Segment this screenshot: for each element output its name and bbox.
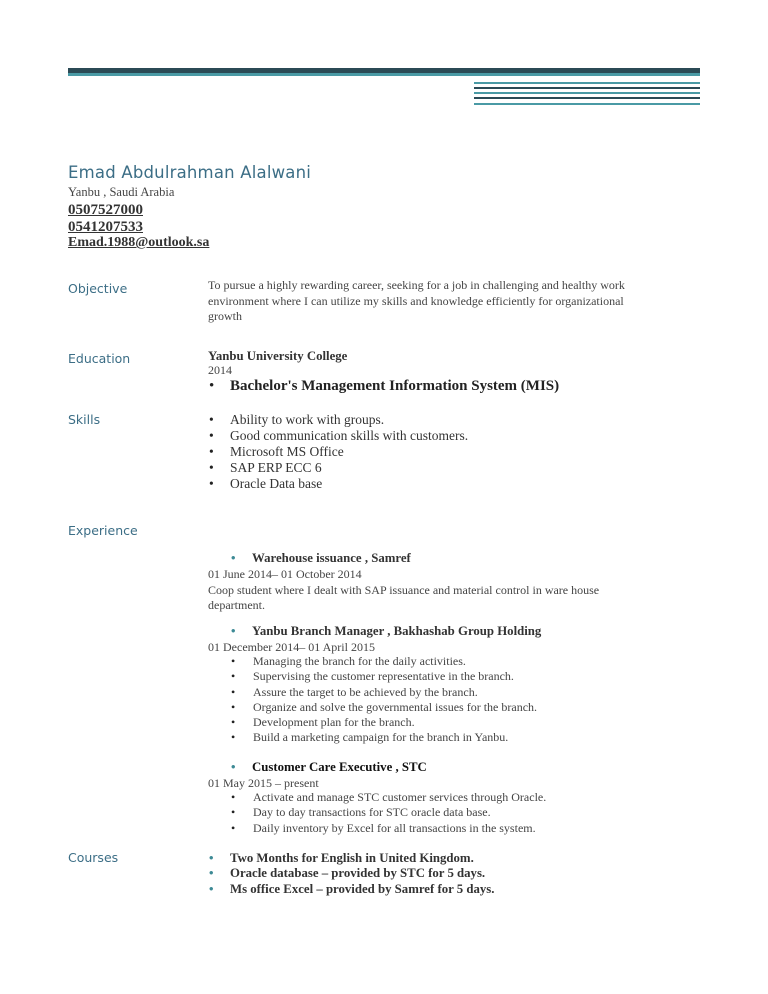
section-experience-heading: Experience xyxy=(68,523,138,538)
list-item: • Organize and solve the governmental issues for the branch. xyxy=(230,700,537,715)
section-courses-heading: Courses xyxy=(68,850,119,865)
list-item: • Oracle Data base xyxy=(208,476,468,492)
skills-list xyxy=(208,412,468,492)
job-duties-list xyxy=(230,790,546,836)
list-item: • Activate and manage STC customer services through Oracle. xyxy=(230,790,546,805)
degree-text: Bachelor's Management Information System (MIS) xyxy=(230,378,560,394)
job-dates: 01 June 2014– 01 October 2014 xyxy=(208,567,362,581)
job-dates: 01 December 2014– 01 April 2015 xyxy=(208,640,375,654)
list-item: • Two Months for English in United Kingdom. xyxy=(208,851,494,866)
list-item: • Ability to work with groups. xyxy=(208,412,468,428)
education-degree xyxy=(208,377,559,395)
education-school: Yanbu University College xyxy=(208,349,348,363)
education-year: 2014 xyxy=(208,363,232,377)
phone-primary[interactable]: 0507527000 xyxy=(68,202,143,218)
section-education-heading: Education xyxy=(68,351,131,366)
list-item: • Assure the target to be achieved by the branch. xyxy=(230,685,537,700)
list-item: • Daily inventory by Excel for all transactions in the system. xyxy=(230,821,546,836)
job-title-text: Customer Care Executive , STC xyxy=(252,760,427,774)
job-description: Coop student where I dealt with SAP issuance and material control in ware house xyxy=(208,582,600,597)
job-title: • Yanbu Branch Manager , Bakhashab Group Holding xyxy=(230,624,541,639)
header-bar-teal xyxy=(68,73,700,76)
job-title: • Warehouse issuance , Samref xyxy=(230,551,411,566)
header-stripe-5 xyxy=(474,103,700,105)
location: Yanbu , Saudi Arabia xyxy=(68,185,175,199)
list-item: • Build a marketing campaign for the branch in Yanbu. xyxy=(230,730,537,745)
job-dates: 01 May 2015 – present xyxy=(208,776,319,790)
objective-text xyxy=(208,278,698,325)
header-stripe-4 xyxy=(474,97,700,99)
job-details xyxy=(208,567,698,614)
objective-line: To pursue a highly rewarding career, seeking for a job in challenging and healthy work xyxy=(208,278,625,292)
section-objective-heading: Objective xyxy=(68,281,128,296)
header-stripe-2 xyxy=(474,87,700,89)
list-item: • Microsoft MS Office xyxy=(208,444,468,460)
courses-list xyxy=(208,851,494,897)
job-title xyxy=(230,760,427,775)
header-stripe-1 xyxy=(474,82,700,84)
list-item: • Managing the branch for the daily activities. xyxy=(230,654,537,669)
phone-secondary[interactable]: 0541207533 xyxy=(68,219,143,235)
objective-line: environment where I can utilize my skills and knowledge efficiently for organizational xyxy=(208,293,624,308)
list-item: • Oracle database – provided by STC for 5 days. xyxy=(208,866,494,881)
list-item: • Supervising the customer representative in the branch. xyxy=(230,669,537,684)
list-item: • Good communication skills with customers. xyxy=(208,428,468,444)
list-item: • Day to day transactions for STC oracle data base. xyxy=(230,805,546,820)
header-stripe-3 xyxy=(474,92,700,94)
objective-line: growth xyxy=(208,309,242,323)
job-description: department. xyxy=(208,598,265,612)
candidate-name: Emad Abdulrahman Alalwani xyxy=(68,163,312,182)
section-skills-heading: Skills xyxy=(68,412,101,427)
job-duties-list xyxy=(230,654,537,746)
list-item: • SAP ERP ECC 6 xyxy=(208,460,468,476)
list-item: • Ms office Excel – provided by Samref for 5 days. xyxy=(208,882,494,897)
email-link[interactable]: Emad.1988@outlook.sa xyxy=(68,235,210,250)
list-item: • Development plan for the branch. xyxy=(230,715,537,730)
